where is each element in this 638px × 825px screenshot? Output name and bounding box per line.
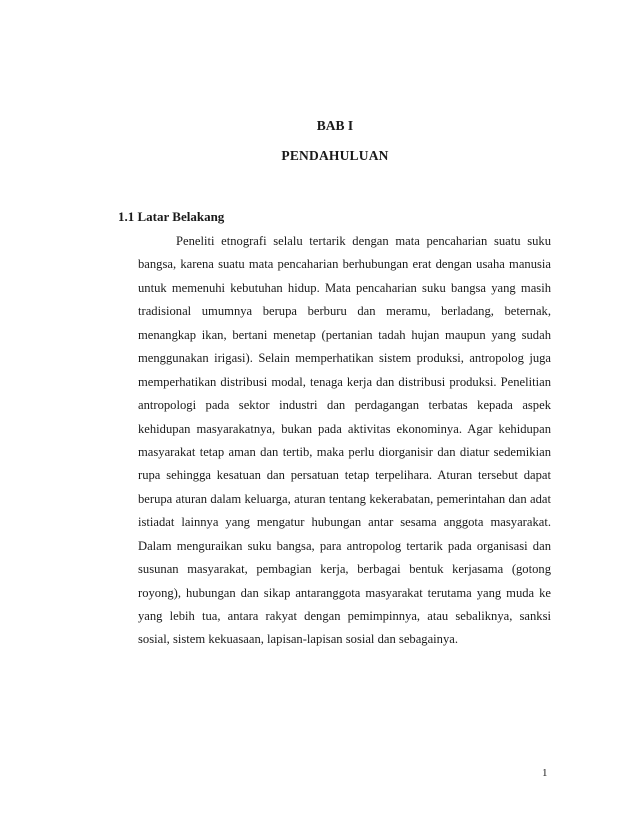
body-paragraph: [138, 230, 551, 652]
chapter-number: BAB I: [316, 118, 354, 133]
paragraph-line: berupa aturan dalam keluarga, aturan tentang kekerabatan, pemerintahan dan adat: [138, 491, 551, 506]
paragraph-line: Dalam menguraikan suku bangsa, para antropolog tertarik pada organisasi dan: [138, 538, 551, 553]
chapter-title: PENDAHULUAN: [281, 148, 389, 163]
paragraph-line: Peneliti etnografi selalu tertarik dengan mata pencaharian suatu suku: [176, 234, 551, 248]
paragraph-line: masyarakat tetap aman dan tertib, maka perlu diorganisir dan diatur sedemikian: [138, 444, 551, 459]
paragraph-line: rupa sehingga kesatuan dan persatuan tetap terpelihara. Aturan tersebut dapat: [138, 468, 551, 483]
paragraph-line: untuk memenuhi kebutuhan hidup. Mata pencaharian suku bangsa yang masih: [138, 280, 551, 295]
paragraph-line: royong), hubungan dan sikap antaranggota masyarakat terutama yang muda ke: [138, 585, 551, 600]
paragraph-line: antropologi pada sektor industri dan perdagangan terbatas kepada aspek: [138, 398, 551, 413]
paragraph-line: menggunakan irigasi). Selain memperhatikan sistem produksi, antropolog juga: [138, 351, 551, 366]
paragraph-line: tradisional umumnya berupa berburu dan meramu, berladang, beternak,: [138, 304, 551, 319]
paragraph-line: menangkap ikan, bertani menetap (pertanian tadah hujan maupun yang sudah: [138, 327, 551, 342]
paragraph-line: memperhatikan distribusi modal, tenaga kerja dan distribusi produksi. Penelitian: [138, 374, 551, 389]
page-number: 1: [542, 767, 548, 779]
paragraph-line: susunan masyarakat, pembagian kerja, berbagai bentuk kerjasama (gotong: [138, 562, 551, 577]
paragraph-line: kehidupan masyarakatnya, bukan pada aktivitas ekonominya. Agar kehidupan: [138, 421, 551, 436]
paragraph-line: sosial, sistem kekuasaan, lapisan-lapisan sosial dan sebagainya.: [138, 632, 459, 647]
paragraph-line: istiadat lainnya yang mengatur hubungan antar sesama anggota masyarakat.: [138, 515, 551, 530]
paragraph-line: yang lebih tua, antara rakyat dengan pemimpinnya, atau sebaliknya, sanksi: [138, 609, 551, 623]
paragraph-line: bangsa, karena suatu mata pencaharian berhubungan erat dengan usaha manusia: [138, 257, 551, 272]
section-heading: 1.1 Latar Belakang: [118, 209, 225, 224]
